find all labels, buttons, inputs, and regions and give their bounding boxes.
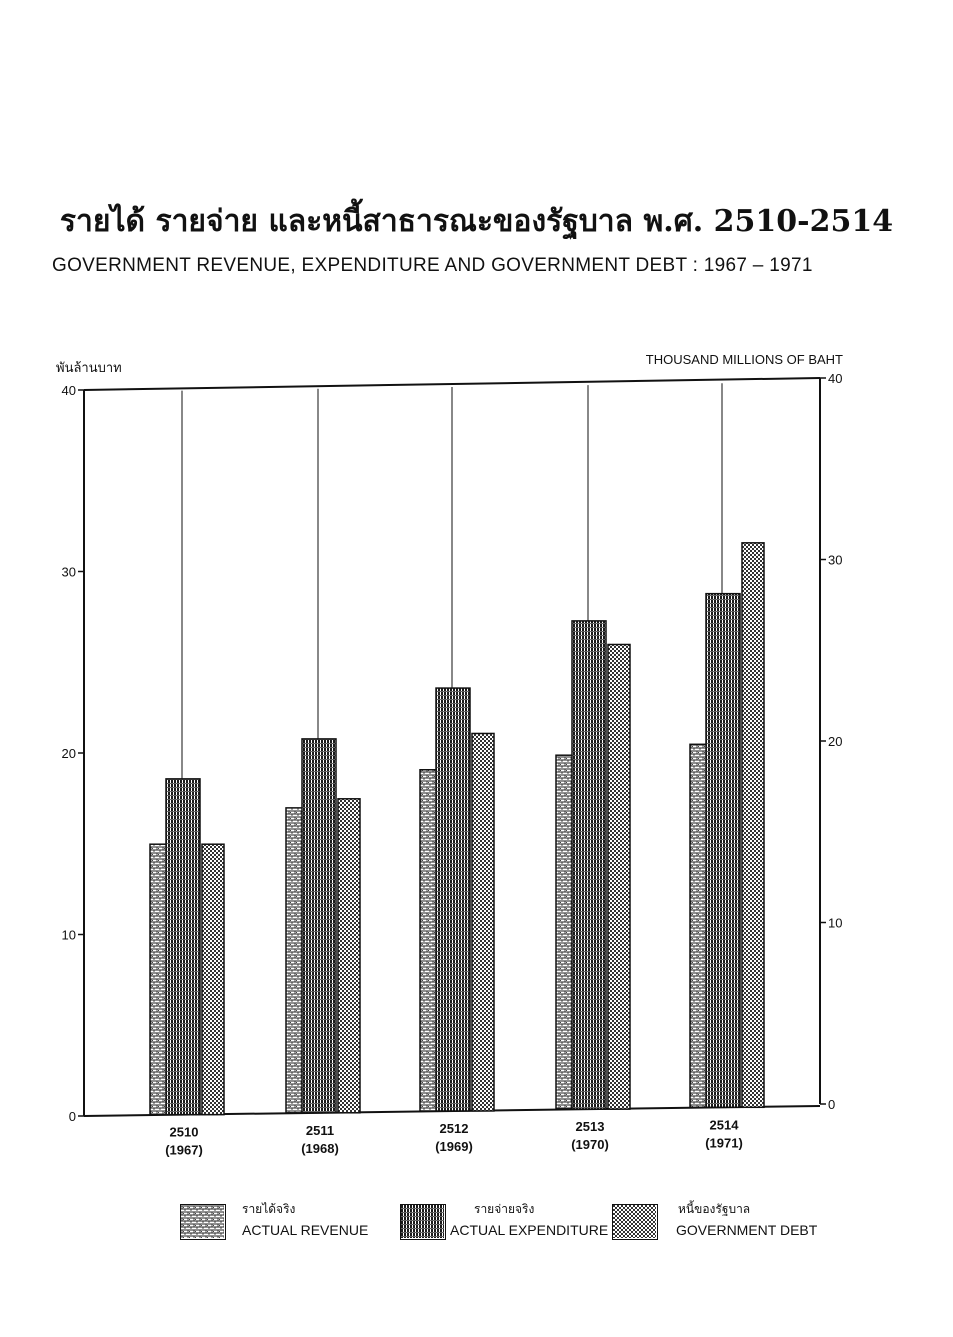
bar-government-debt	[338, 799, 360, 1113]
legend-label-thai: รายจ่ายจริง	[474, 1202, 535, 1216]
legend-label: ACTUAL REVENUE	[242, 1222, 369, 1238]
y-tick-label-right: 20	[828, 734, 843, 749]
x-tick-label-be: 2510	[169, 1124, 199, 1140]
legend-label-thai: รายได้จริง	[242, 1202, 296, 1216]
x-tick-label-be: 2512	[439, 1120, 469, 1136]
x-tick-label-be: 2514	[709, 1117, 739, 1133]
x-tick-label-be: 2511	[305, 1122, 335, 1138]
bar-government-debt	[202, 844, 224, 1114]
legend-swatch-vertical-stripe	[400, 1204, 446, 1240]
y-tick-label-right: 30	[828, 552, 843, 568]
x-tick-label-be: 2513	[575, 1119, 605, 1135]
legend-swatch-brick	[180, 1204, 226, 1240]
x-tick-label-ce: (1971)	[705, 1135, 743, 1151]
bar-government-debt	[472, 733, 494, 1111]
bar-government-debt	[608, 644, 630, 1109]
y-tick-label-left: 20	[61, 746, 76, 761]
x-tick-label-ce: (1970)	[571, 1137, 609, 1153]
y-axis-unit-left: พันล้านบาท	[56, 361, 122, 376]
bar-actual-expenditure	[436, 688, 470, 1111]
bar-actual-expenditure	[166, 779, 200, 1115]
legend-label: ACTUAL EXPENDITURE	[450, 1222, 609, 1238]
bar-actual-expenditure	[706, 594, 740, 1108]
x-tick-label-ce: (1969)	[435, 1138, 473, 1154]
bar-actual-expenditure	[572, 621, 606, 1109]
x-tick-label-ce: (1968)	[301, 1140, 339, 1156]
y-tick-label-left: 0	[68, 1109, 76, 1124]
y-tick-label-right: 0	[828, 1097, 836, 1112]
chart-title-thai: รายได้ รายจ่าย และหนี้สาธารณะของรัฐบาล พ.ศ. 2510-2514	[59, 204, 894, 239]
bar-government-debt	[742, 543, 764, 1107]
y-tick-label-left: 30	[61, 564, 76, 580]
legend-label: GOVERNMENT DEBT	[676, 1222, 818, 1238]
y-tick-label-right: 40	[828, 371, 843, 386]
legend	[0, 1196, 953, 1256]
y-tick-label-left: 10	[61, 927, 76, 943]
legend-label-thai: หนี้ของรัฐบาล	[678, 1202, 751, 1216]
y-axis-unit-right: THOUSAND MILLIONS OF BAHT	[645, 352, 843, 367]
chart-title-english: GOVERNMENT REVENUE, EXPENDITURE AND GOVERNMENT DEBT : 1967 – 1971	[52, 255, 813, 276]
bar-actual-expenditure	[302, 739, 336, 1113]
x-tick-label-ce: (1967)	[165, 1142, 203, 1158]
y-tick-label-right: 10	[828, 915, 843, 931]
legend-swatch-checker	[612, 1204, 658, 1240]
y-tick-label-left: 40	[61, 383, 76, 398]
